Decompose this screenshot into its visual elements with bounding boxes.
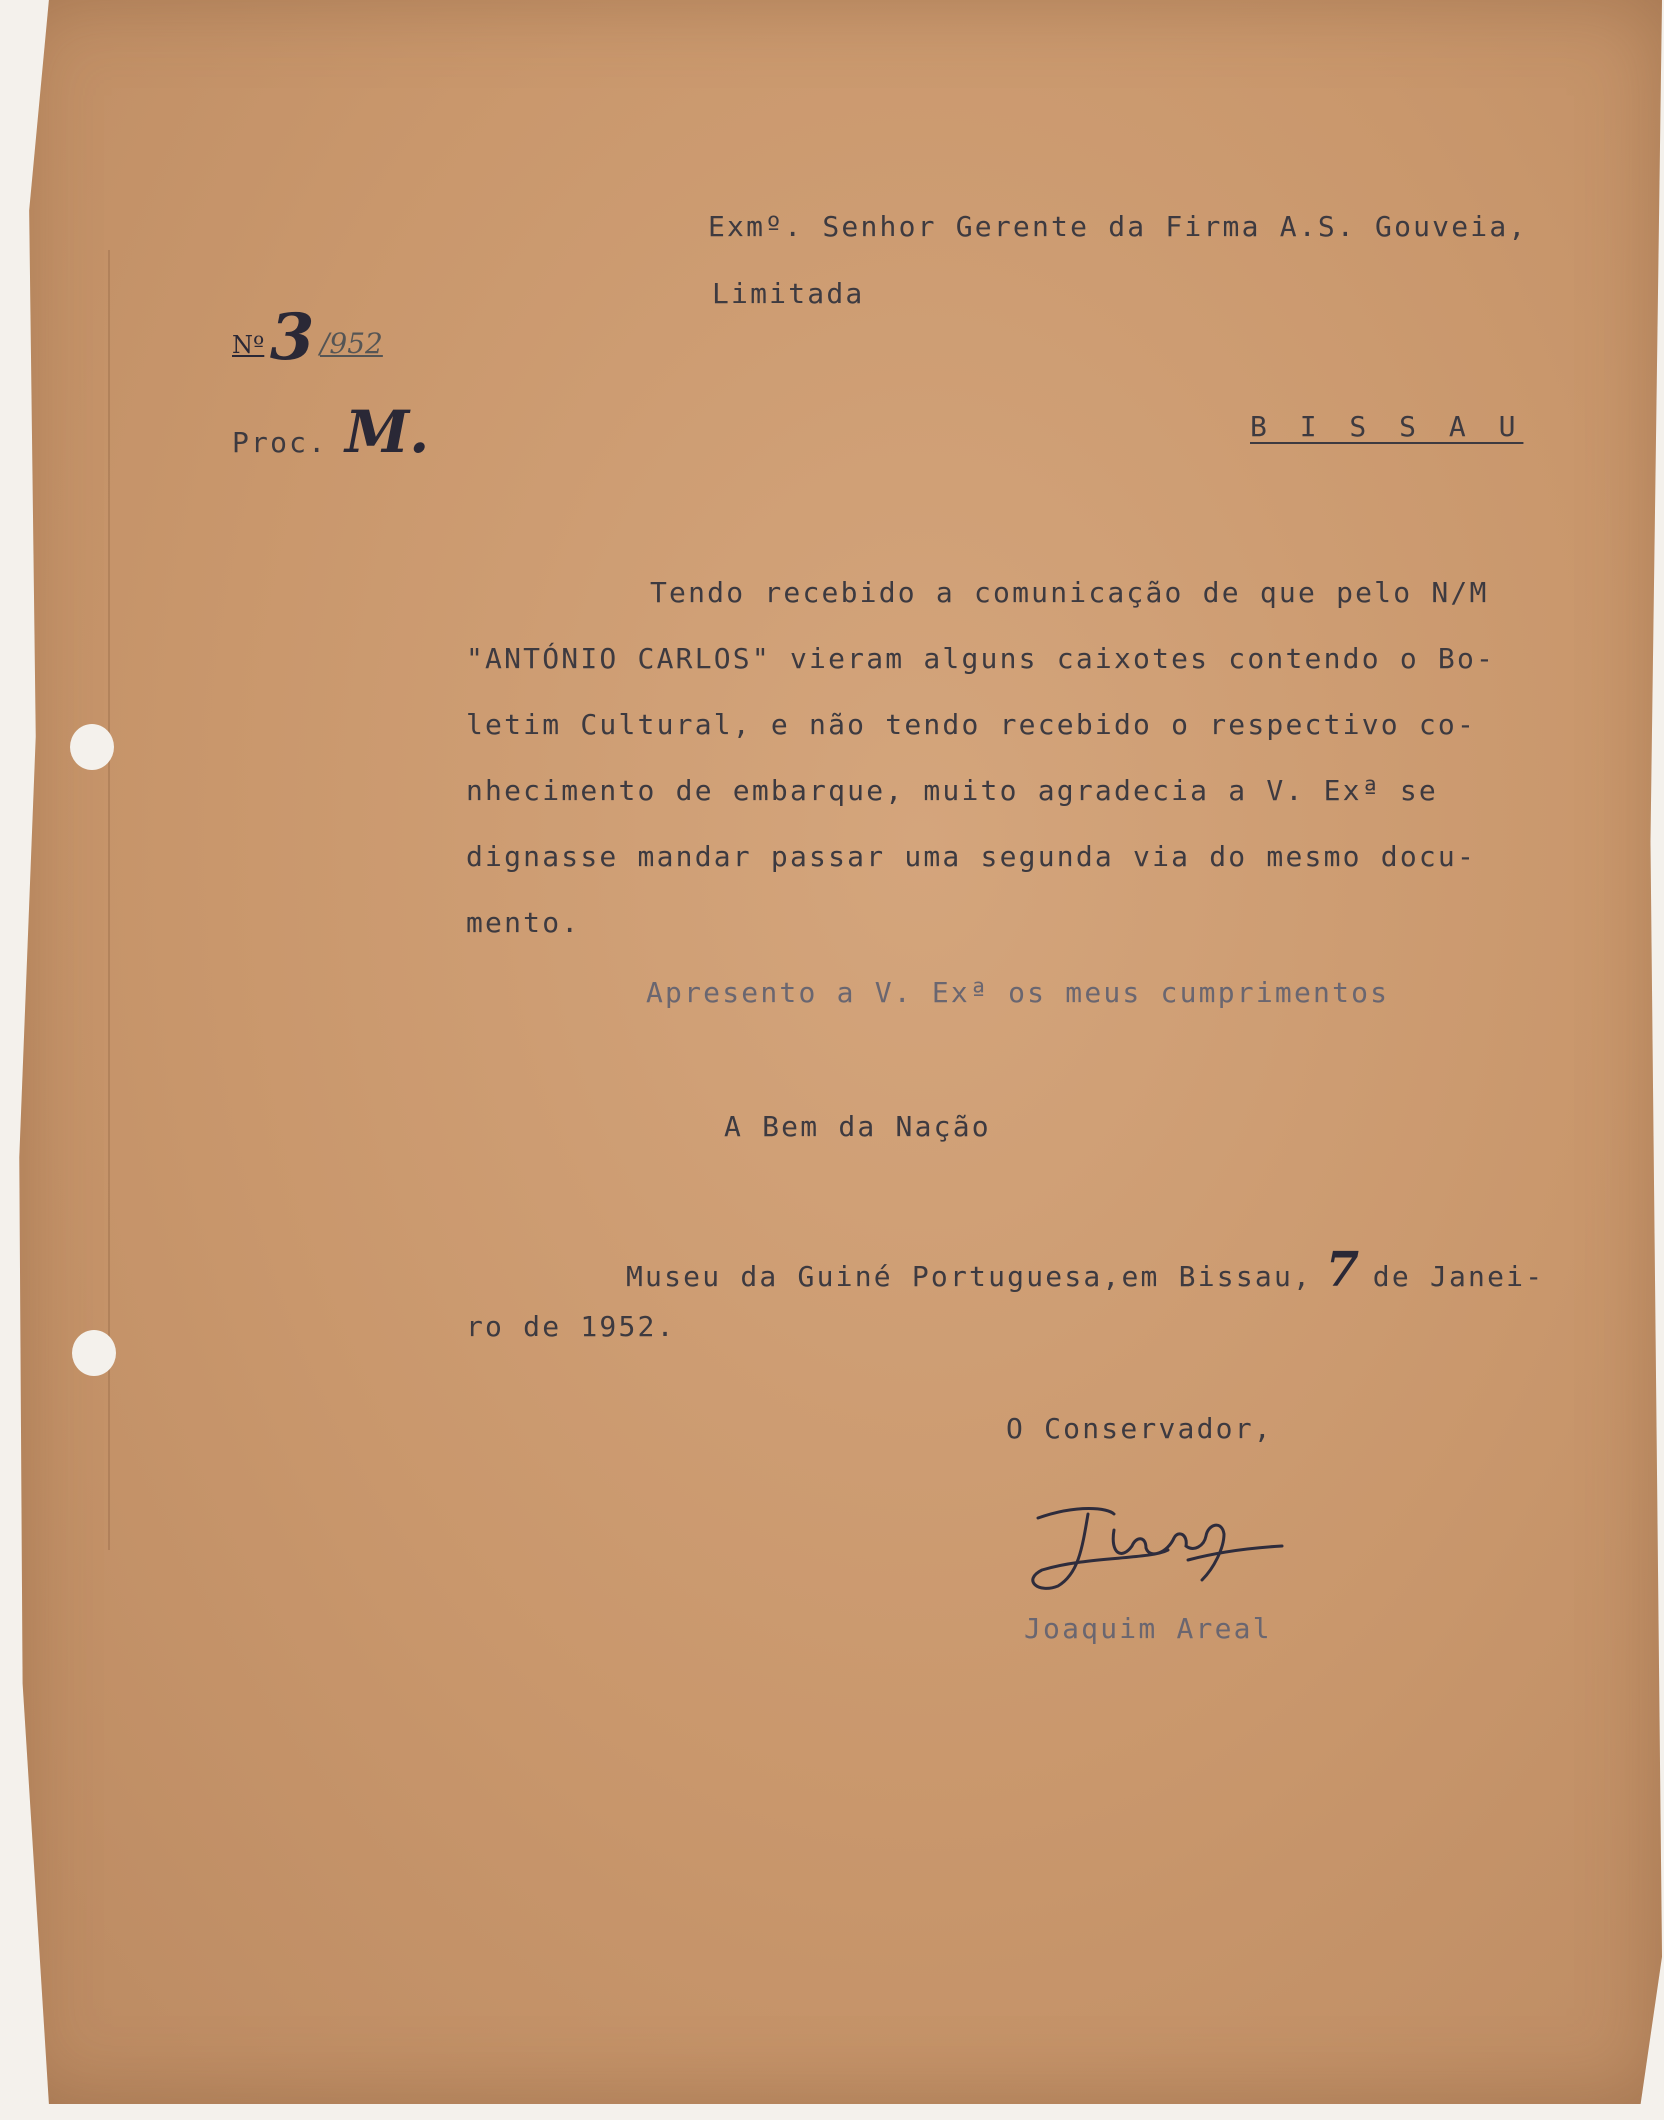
ref-number-value: 3 bbox=[269, 300, 315, 375]
date-day: 7 bbox=[1325, 1242, 1360, 1298]
motto: A Bem da Nação bbox=[724, 1110, 991, 1143]
date-line-2: ro de 1952. bbox=[466, 1310, 676, 1343]
ref-process bbox=[232, 398, 429, 466]
body-line-5: dignasse mandar passar uma segunda via do mesmo docu- bbox=[466, 840, 1477, 873]
ref-process-prefix: Proc. bbox=[232, 426, 328, 459]
greeting: Apresento a V. Exª os meus cumprimentos bbox=[646, 976, 1390, 1009]
punch-hole bbox=[72, 1330, 116, 1376]
ref-process-value: M. bbox=[344, 398, 430, 466]
ref-number bbox=[232, 300, 383, 375]
address-line-2: Limitada bbox=[712, 277, 865, 310]
body-line-6: mento. bbox=[466, 906, 581, 939]
signatory-title: O Conservador, bbox=[1006, 1412, 1273, 1445]
punch-hole bbox=[70, 724, 114, 770]
ref-number-prefix: Nº bbox=[232, 331, 265, 359]
signatory-name: Joaquim Areal bbox=[1024, 1612, 1272, 1645]
body-line-3: letim Cultural, e não tendo recebido o respectivo co- bbox=[466, 708, 1477, 741]
date-place: Museu da Guiné Portuguesa,em Bissau, bbox=[626, 1260, 1313, 1293]
date-month-start: de Janei- bbox=[1372, 1260, 1545, 1293]
date-line-1 bbox=[626, 1242, 1544, 1298]
body-line-4: nhecimento de embarque, muito agradecia a V. Exª se bbox=[466, 774, 1438, 807]
address-line-1: Exmº. Senhor Gerente da Firma A.S. Gouveia, bbox=[708, 210, 1528, 243]
ref-number-year: /952 bbox=[319, 327, 383, 360]
address-city: B I S S A U bbox=[1250, 410, 1524, 443]
handwritten-signature bbox=[1018, 1490, 1288, 1600]
body-line-1: Tendo recebido a comunicação de que pelo N/M bbox=[650, 576, 1489, 609]
body-line-2: "ANTÓNIO CARLOS" vieram alguns caixotes contendo o Bo- bbox=[466, 642, 1496, 675]
